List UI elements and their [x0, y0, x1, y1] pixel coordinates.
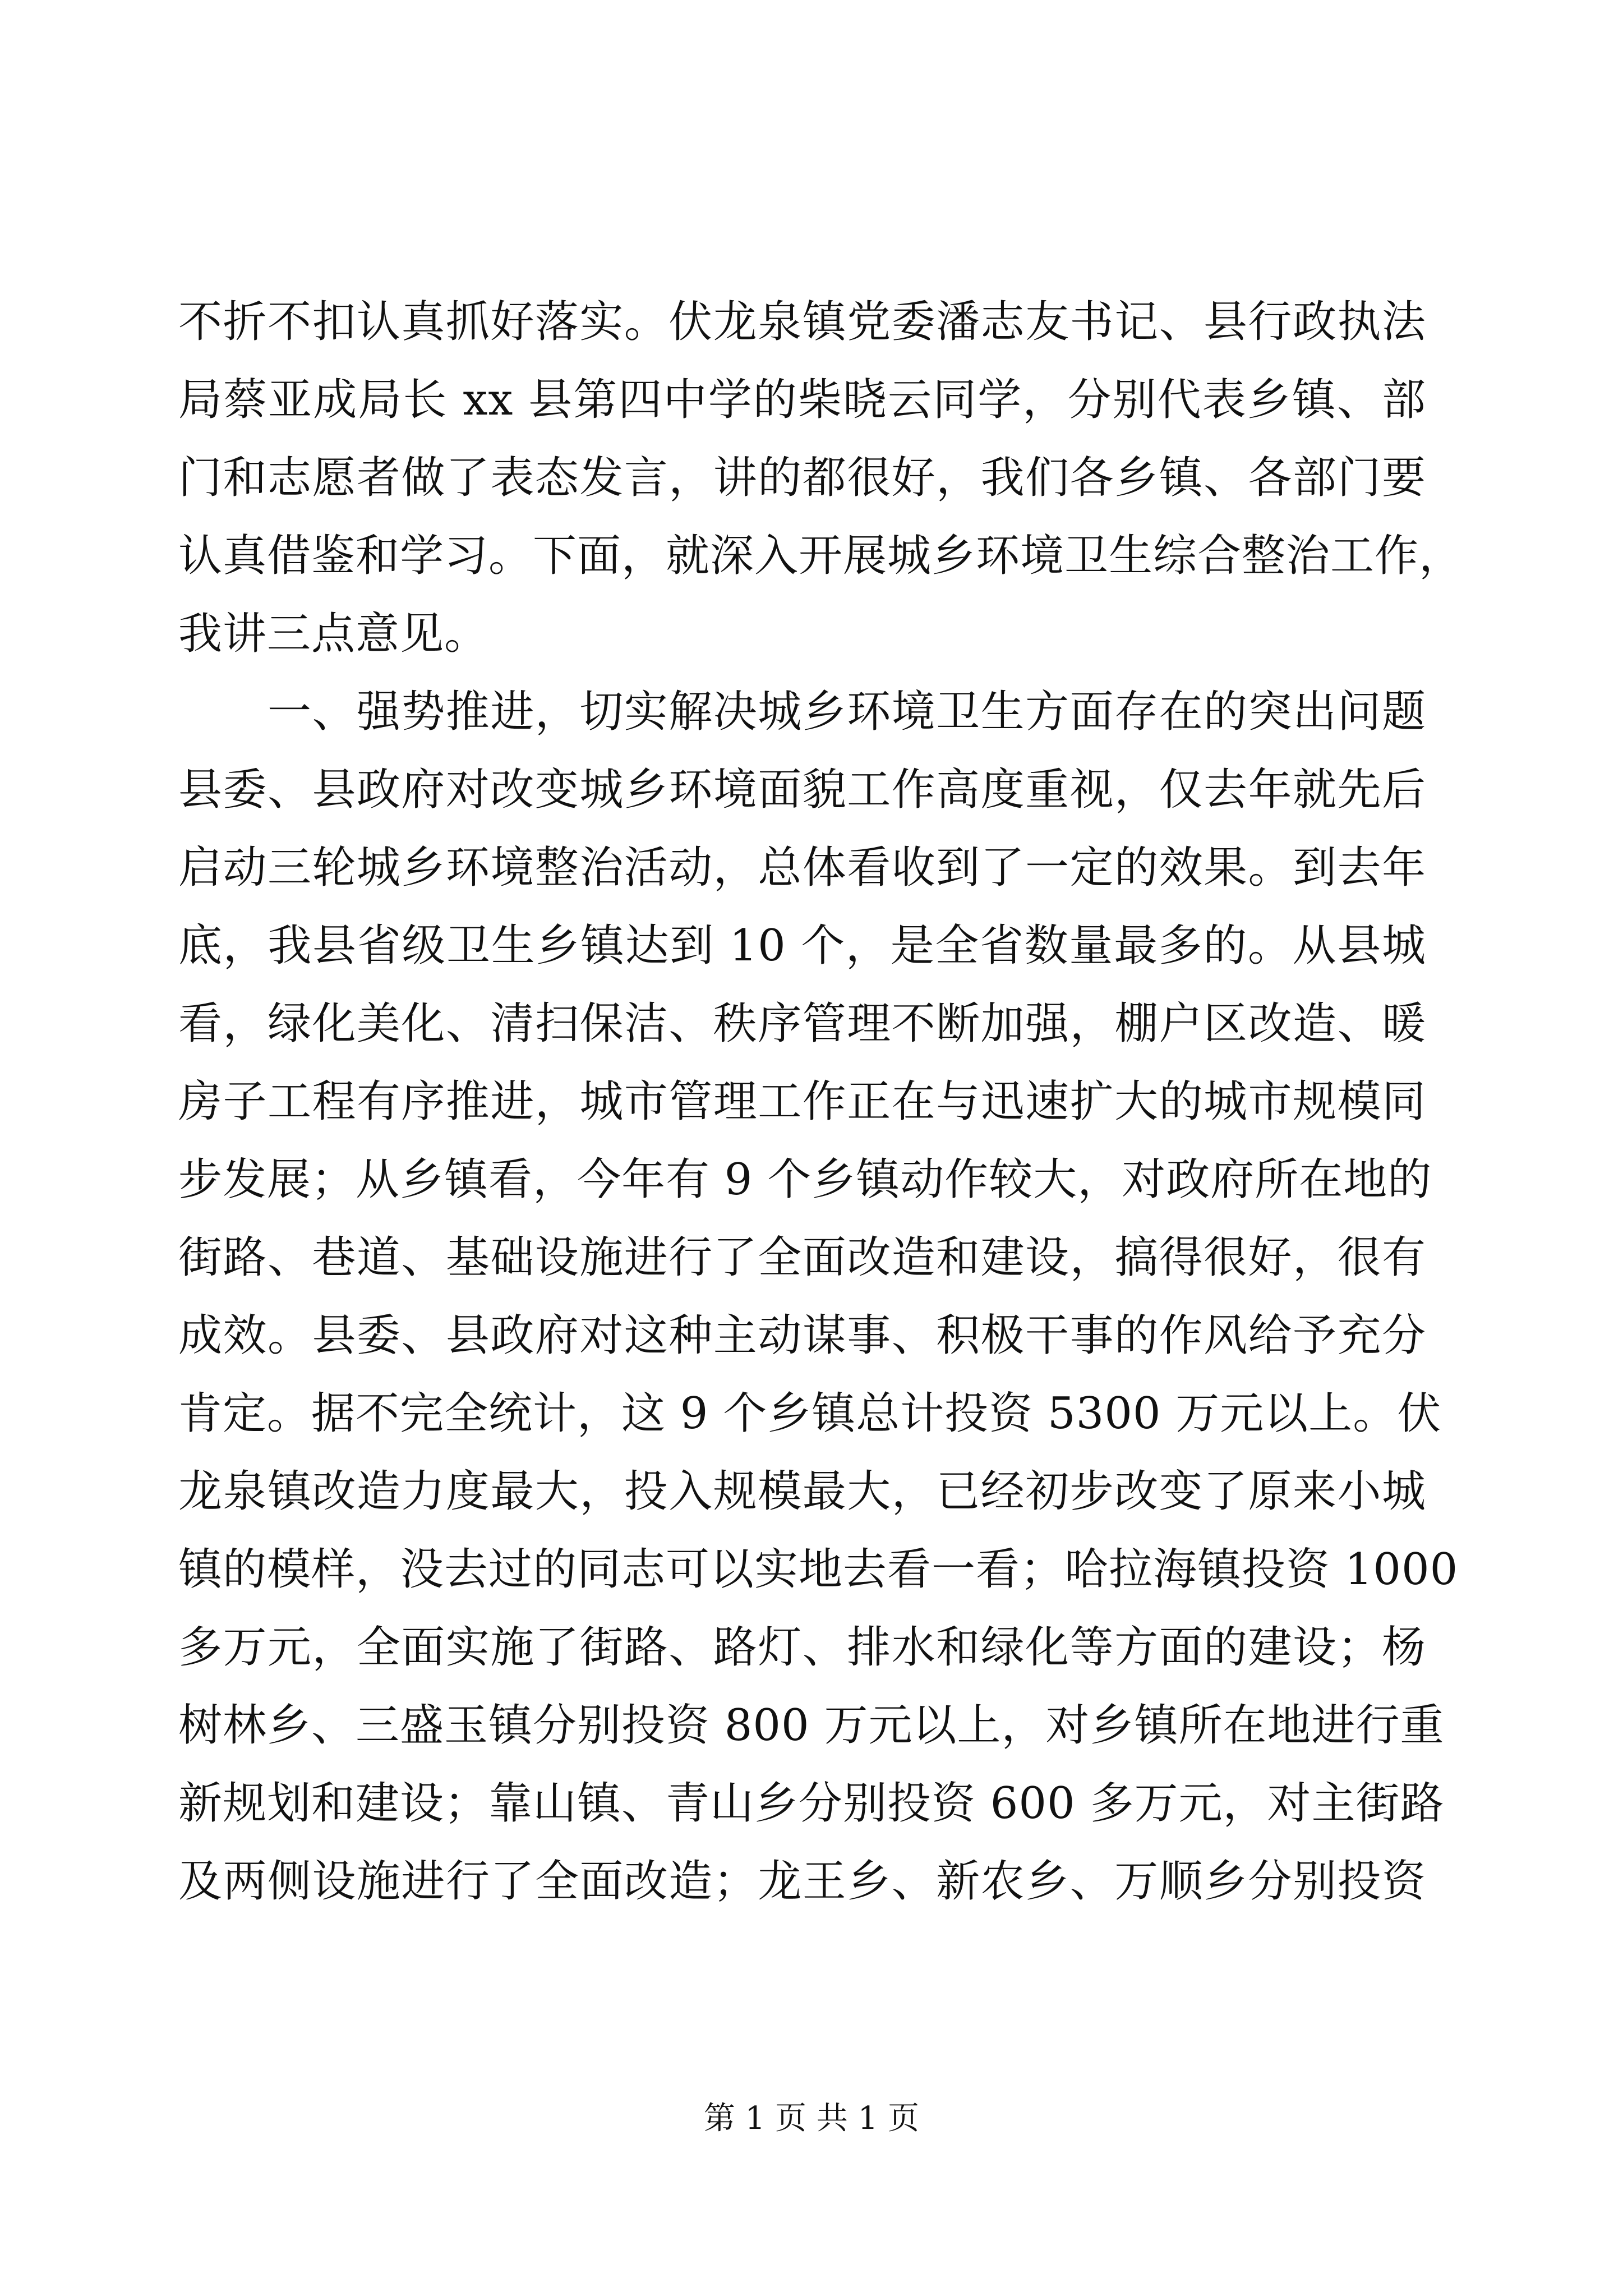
- text-line-12: 步发展；从乡镇看，今年有 9 个乡镇动作较大，对政府所在地的: [178, 1154, 1432, 1205]
- text-line-17: 镇的模样，没去过的同志可以实地去看一看；哈拉海镇投资 1000: [178, 1544, 1459, 1595]
- text-line-2: 局蔡亚成局长 xx 县第四中学的柴晓云同学，分别代表乡镇、部: [178, 375, 1426, 425]
- text-line-1: 不折不扣认真抓好落实。伏龙泉镇党委潘志友书记、县行政执法: [178, 297, 1426, 347]
- text-line-16: 龙泉镇改造力度最大，投入规模最大，已经初步改变了原来小城: [178, 1466, 1426, 1517]
- text-line-20: 新规划和建设；靠山镇、青山乡分别投资 600 多万元，对主街路: [178, 1778, 1445, 1829]
- text-line-19: 树林乡、三盛玉镇分别投资 800 万元以上，对乡镇所在地进行重: [178, 1700, 1445, 1751]
- text-line-8: 启动三轮城乡环境整治活动，总体看收到了一定的效果。到去年: [178, 843, 1426, 893]
- text-line-15: 肯定。据不完全统计，这 9 个乡镇总计投资 5300 万元以上。伏: [178, 1388, 1442, 1439]
- text-line-11: 房子工程有序推进，城市管理工作正在与迅速扩大的城市规模同: [178, 1076, 1426, 1127]
- text-line-13: 街路、巷道、基础设施进行了全面改造和建设，搞得很好，很有: [178, 1232, 1426, 1283]
- text-line-3: 门和志愿者做了表态发言，讲的都很好，我们各乡镇、各部门要: [178, 453, 1426, 503]
- text-line-9: 底，我县省级卫生乡镇达到 10 个，是全省数量最多的。从县城: [178, 921, 1426, 971]
- text-line-7: 县委、县政府对改变城乡环境面貌工作高度重视，仅去年就先后: [178, 765, 1426, 815]
- page-footer: 第 1 页 共 1 页: [703, 2100, 920, 2137]
- text-line-10: 看，绿化美化、清扫保洁、秩序管理不断加强，棚户区改造、暖: [178, 999, 1426, 1049]
- body-text: [178, 283, 1464, 1921]
- section-heading-1: 一、强势推进，切实解决城乡环境卫生方面存在的突出问题: [178, 687, 1426, 737]
- text-line-14: 成效。县委、县政府对这种主动谋事、积极干事的作风给予充分: [178, 1310, 1426, 1361]
- text-line-21: 及两侧设施进行了全面改造；龙王乡、新农乡、万顺乡分别投资: [178, 1856, 1426, 1907]
- text-line-5: 我讲三点意见。: [178, 609, 489, 659]
- text-line-4: 认真借鉴和学习。下面，就深入开展城乡环境卫生综合整治工作，: [178, 531, 1464, 581]
- text-line-18: 多万元，全面实施了街路、路灯、排水和绿化等方面的建设；杨: [178, 1622, 1426, 1673]
